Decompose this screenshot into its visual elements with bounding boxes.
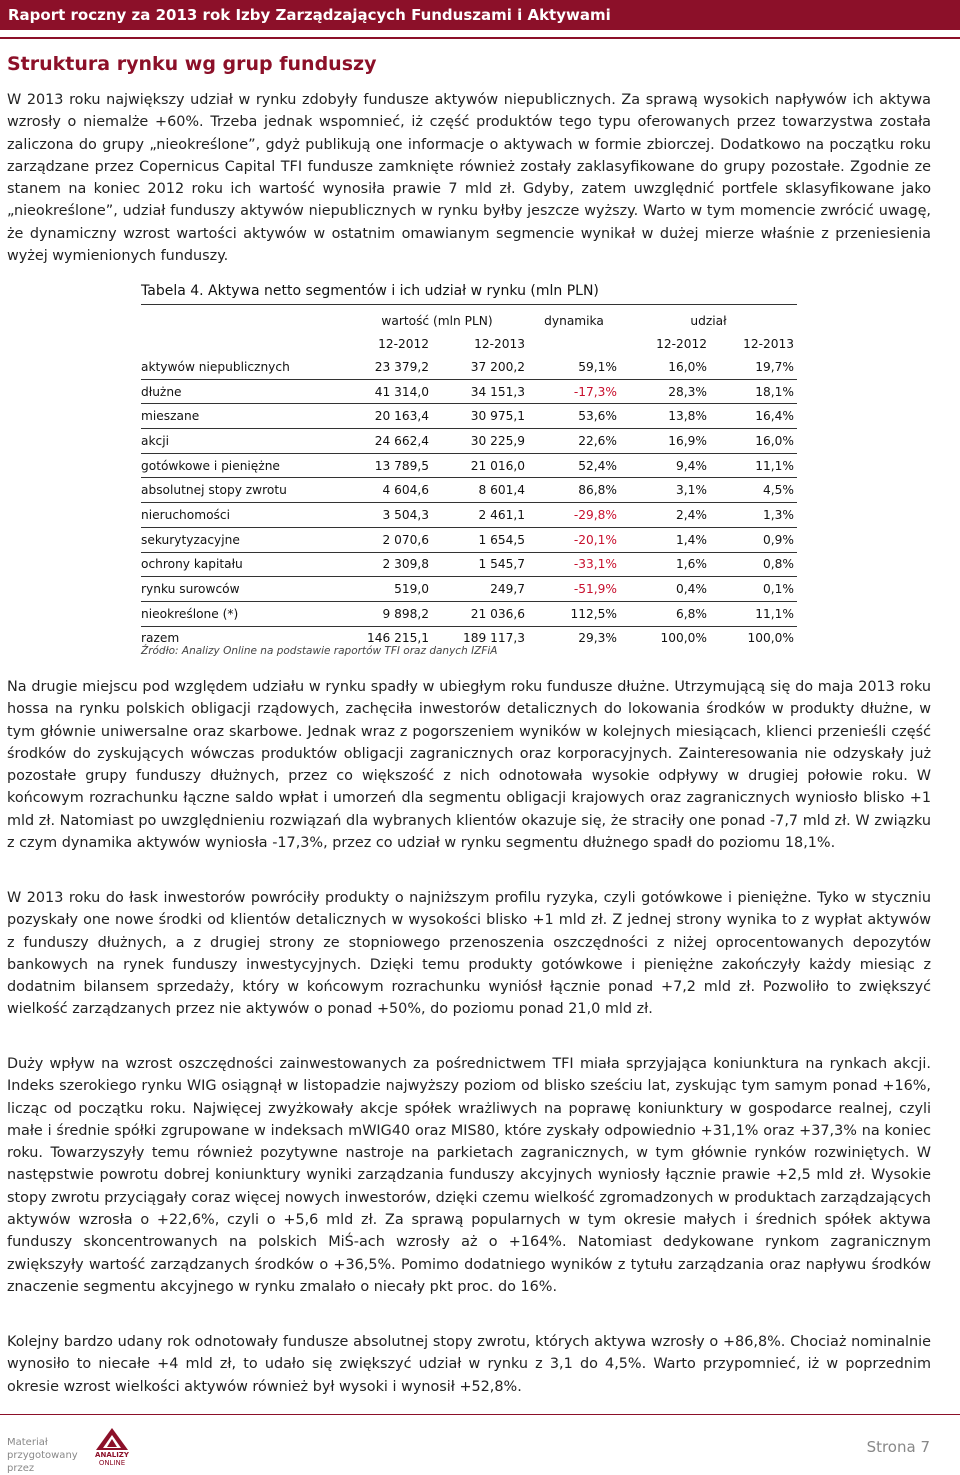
table-row bbox=[141, 429, 797, 454]
cell-s2012: 16,9% bbox=[620, 429, 710, 454]
table-source: Źródło: Analizy Online na podstawie raportów TFI oraz danych IZFiA bbox=[141, 645, 498, 657]
cell-v2013: 37 200,2 bbox=[432, 355, 528, 379]
cell-s2013: 11,1% bbox=[710, 453, 797, 478]
footer-material-note bbox=[7, 1436, 97, 1475]
cell-label: ochrony kapitału bbox=[141, 552, 346, 577]
cell-v2013: 1 545,7 bbox=[432, 552, 528, 577]
cell-label: nieruchomości bbox=[141, 503, 346, 528]
table-row bbox=[141, 355, 797, 379]
cell-v2013: 21 036,6 bbox=[432, 601, 528, 626]
table-row bbox=[141, 404, 797, 429]
header-divider bbox=[0, 37, 960, 39]
table-caption: Tabela 4. Aktywa netto segmentów i ich udział w rynku (mln PLN) bbox=[141, 283, 599, 299]
cell-s2012: 1,6% bbox=[620, 552, 710, 577]
cell-s2012: 13,8% bbox=[620, 404, 710, 429]
cell-s2013: 19,7% bbox=[710, 355, 797, 379]
cell-v2013: 34 151,3 bbox=[432, 379, 528, 404]
cell-label: dłużne bbox=[141, 379, 346, 404]
cell-v2013: 2 461,1 bbox=[432, 503, 528, 528]
table-row bbox=[141, 577, 797, 602]
cell-dyn: 53,6% bbox=[528, 404, 620, 429]
cell-label: rynku surowców bbox=[141, 577, 346, 602]
cell-dyn: 22,6% bbox=[528, 429, 620, 454]
logo-wordmark bbox=[90, 1452, 134, 1467]
cell-s2013: 100,0% bbox=[747, 631, 795, 646]
cell-s2012: 1,4% bbox=[620, 527, 710, 552]
table-row bbox=[141, 527, 797, 552]
cell-v2012: 24 662,4 bbox=[346, 429, 432, 454]
cell-dyn: -17,3% bbox=[528, 379, 620, 404]
assets-table bbox=[141, 309, 797, 650]
cell-dyn: 29,3% bbox=[578, 631, 618, 646]
cell-s2013: 18,1% bbox=[710, 379, 797, 404]
header-value-2012: 12-2012 bbox=[378, 336, 429, 351]
cell-s2012: 9,4% bbox=[620, 453, 710, 478]
cell-s2012: 0,4% bbox=[620, 577, 710, 602]
cell-label: sekurytyzacyjne bbox=[141, 527, 346, 552]
cell-v2012: 41 314,0 bbox=[346, 379, 432, 404]
cell-dyn: 59,1% bbox=[528, 355, 620, 379]
cell-s2012: 3,1% bbox=[620, 478, 710, 503]
logo-line2: ONLINE bbox=[98, 1458, 126, 1467]
footer-divider bbox=[0, 1414, 960, 1415]
header-share-2012: 12-2012 bbox=[656, 336, 708, 351]
cell-s2012: 16,0% bbox=[620, 355, 710, 379]
cell-label: gotówkowe i pieniężne bbox=[141, 453, 346, 478]
cell-s2012: 28,3% bbox=[620, 379, 710, 404]
table-sub-header-row bbox=[141, 332, 797, 355]
cell-dyn: -20,1% bbox=[528, 527, 620, 552]
header-value: wartość (mln PLN) bbox=[381, 313, 493, 328]
cell-label: aktywów niepublicznych bbox=[141, 355, 346, 379]
cell-v2012: 13 789,5 bbox=[346, 453, 432, 478]
table-row bbox=[141, 478, 797, 503]
cell-v2012: 146 215,1 bbox=[366, 631, 429, 646]
cell-v2012: 2 070,6 bbox=[346, 527, 432, 552]
table-row bbox=[141, 453, 797, 478]
cell-dyn: 86,8% bbox=[528, 478, 620, 503]
table-row bbox=[141, 601, 797, 626]
cell-label: akcji bbox=[141, 429, 346, 454]
cell-v2012: 3 504,3 bbox=[346, 503, 432, 528]
cell-v2012: 4 604,6 bbox=[346, 478, 432, 503]
table-caption-divider bbox=[141, 304, 797, 305]
cell-label: razem bbox=[141, 631, 180, 646]
table-row bbox=[141, 503, 797, 528]
cell-s2013: 0,1% bbox=[710, 577, 797, 602]
cell-v2013: 30 225,9 bbox=[432, 429, 528, 454]
cell-v2013: 1 654,5 bbox=[432, 527, 528, 552]
cell-s2013: 16,4% bbox=[710, 404, 797, 429]
header-dynamics: dynamika bbox=[544, 313, 604, 328]
cell-v2013: 21 016,0 bbox=[432, 453, 528, 478]
cell-label: absolutnej stopy zwrotu bbox=[141, 478, 346, 503]
cell-s2013: 11,1% bbox=[710, 601, 797, 626]
cell-s2012: 100,0% bbox=[660, 631, 708, 646]
cell-v2012: 23 379,2 bbox=[346, 355, 432, 379]
cell-v2013: 8 601,4 bbox=[432, 478, 528, 503]
cell-v2012: 9 898,2 bbox=[346, 601, 432, 626]
header-value-2013: 12-2013 bbox=[474, 336, 526, 351]
cell-dyn: 112,5% bbox=[528, 601, 620, 626]
header-share-2013: 12-2013 bbox=[743, 336, 795, 351]
table-row bbox=[141, 379, 797, 404]
table-group-header-row bbox=[141, 309, 797, 332]
cell-v2012: 519,0 bbox=[346, 577, 432, 602]
cell-label: mieszane bbox=[141, 404, 346, 429]
cell-dyn: -51,9% bbox=[528, 577, 620, 602]
cell-v2013: 189 117,3 bbox=[462, 631, 526, 646]
report-header bbox=[0, 0, 960, 30]
paragraph-4: Duży wpływ na wzrost oszczędności zainwestowanych za pośrednictwem TFI miała sprzyjająca koniunktura na rynkach akcji. Indeks szerokiego rynku WIG osiągnął w listopadzie najwyższy poziom od blisko sześciu lat, zyskując tym samym ponad +16%, licząc od początku roku. Najwięcej zwyżkowały akcje spółek wrażliwych na poprawę koniunktury w gospodarce realnej, czyli małe i średnie spółki zgrupowane w indeksach mWIG40 oraz MIS80, które zyskały odpowiednio +31,1% oraz +37,3% na koniec roku. Towarzyszyły temu również pozytywne nastroje na parkietach zagranicznych, w tym głównie rynków rozwiniętych. W następstwie powrotu dobrej koniunktury wyniki zarządzania funduszy akcyjnych wyniosły łącznie prawie +2,5 mld zł. Wysokie stopy zwrotu przyciągały coraz więcej nowych inwestorów, dzięki czemu wielkość zgromadzonych w produktach zarządzających aktywów wzrosła o +22,6%, czyli o +5,6 mld zł. Za sprawą popularnych w tym okresie małych i średnich spółek aktywa funduszy skoncentrowanych na polskich MiŚ-ach wzrosły aż o +164%. Natomiast dedykowane rynkom zagranicznym zwiększyły wartość zarządzanych środków o +36,5%. Pomimo dodatniego wyników z tytułu zarządzania oraz napływu środków znaczenie segmentu akcyjnego w rynku zmalało o niecały pkt proc. do 16%. bbox=[7, 1056, 931, 1295]
logo-line1: ANALIZY bbox=[95, 1451, 129, 1459]
cell-s2012: 6,8% bbox=[620, 601, 710, 626]
cell-s2013: 1,3% bbox=[710, 503, 797, 528]
cell-s2012: 2,4% bbox=[620, 503, 710, 528]
report-title: Raport roczny za 2013 rok Izby Zarządzających Funduszami i Aktywami bbox=[8, 6, 611, 24]
cell-s2013: 4,5% bbox=[710, 478, 797, 503]
cell-dyn: -29,8% bbox=[528, 503, 620, 528]
footer-material-line1: Materiał bbox=[7, 1437, 48, 1448]
cell-s2013: 0,8% bbox=[710, 552, 797, 577]
paragraph-1: W 2013 roku największy udział w rynku zdobyły fundusze aktywów niepublicznych. Za sprawą wysokich napływów ich aktywa wzrosły o niemalże +60%. Trzeba jednak wspomnieć, iż część produktów tego typu oferowanych przez towarzystwa została zaliczona do grupy „nieokreślone”, gdyż publikują one informacje o aktywach w formie zbiorczej. Dodatkowo na początku roku zarządzane przez Copernicus Capital TFI fundusze zamknięte również zostały zaklasyfikowane do grupy pozostałe. Zgodnie ze stanem na koniec 2012 roku ich wartość wynosiła prawie 7 mld zł. Gdyby, zatem uwzględnić portfele sklasyfikowane jako „nieokreślone”, udział funduszy aktywów niepublicznych w rynku byłby jeszcze wyższy. Warto w tym momencie zwrócić uwagę, że dynamiczny wzrost wartości aktywów w ostatnim omawianym segmencie wynikał w dużej mierze właśnie z przeniesienia wyżej wymienionych funduszy. bbox=[7, 92, 931, 265]
cell-s2013: 16,0% bbox=[710, 429, 797, 454]
section-title: Struktura rynku wg grup funduszy bbox=[7, 53, 377, 75]
cell-v2013: 249,7 bbox=[432, 577, 528, 602]
paragraph-3: W 2013 roku do łask inwestorów powróciły produkty o najniższym profilu ryzyka, czyli gotówkowe i pieniężne. Tyko w styczniu pozyskały one nowe środki od klientów detalicznych w wysokości blisko +1 mld zł. Z jednej strony wynika to z wypłat aktywów z funduszy dłużnych, a z drugiej strony ze stopniowego przenoszenia oszczędności z niżej oprocentowanych depozytów bankowych na rynek funduszy inwestycyjnych. Dzięki temu produkty gotówkowe i pieniężne zakończyły każdy miesiąc z dodatnim bilansem sprzedaży, który w końcowym rozrachunku wyniósł łącznie ponad +7,2 mld zł. Pozwoliło to zwiększyć wielkość zarządzanych przez nie aktywów o ponad +50%, do poziomu ponad 21,0 mld zł. bbox=[7, 890, 931, 1018]
cell-dyn: -33,1% bbox=[528, 552, 620, 577]
cell-v2012: 20 163,4 bbox=[346, 404, 432, 429]
cell-dyn: 52,4% bbox=[528, 453, 620, 478]
header-share: udział bbox=[690, 313, 727, 328]
paragraph-5: Kolejny bardzo udany rok odnotowały fundusze absolutnej stopy zwrotu, których aktywa wzrosły o +86,8%. Chociaż nominalnie wynosiło to niecałe +4 mld zł, to udało się zwiększyć udział w rynku z 3,1 do 4,5%. Warto przypomnieć, iż w poprzednim okresie wzrost wielkości aktywów również był wysoki i wynosił +52,8%. bbox=[7, 1334, 931, 1395]
page-number: Strona 7 bbox=[866, 1438, 930, 1456]
footer-material-line2: przygotowany przez bbox=[7, 1450, 78, 1474]
cell-label: nieokreślone (*) bbox=[141, 601, 346, 626]
cell-s2013: 0,9% bbox=[710, 527, 797, 552]
cell-v2012: 2 309,8 bbox=[346, 552, 432, 577]
cell-v2013: 30 975,1 bbox=[432, 404, 528, 429]
table-row bbox=[141, 552, 797, 577]
paragraph-2: Na drugie miejscu pod względem udziału w rynku spadły w ubiegłym roku fundusze dłużne. Utrzymującą się do maja 2013 roku hossa na rynku polskich obligacji rządowych, zachęciła inwestorów detalicznych do lokowania środków w produkty dłużne, w tym głównie uniwersalne oraz skarbowe. Jednak wraz z pogorszeniem wyników w kolejnych miesiącach, klienci przenieśli część środków do zyskujących wówczas produktów obligacji zagranicznych oraz korporacyjnych. Zainteresowania nie odzyskały już pozostałe grupy funduszy dłużnych, przez co większość z nich odnotowała wysokie odpływy w drugiej połowie roku. W końcowym rozrachunku łączne saldo wpłat i umorzeń dla segmentu obligacji krajowych oraz zagranicznych wyniosło blisko +1 mld zł. Natomiast po uwzględnieniu rozwiązań dla wybranych klientów okazuje się, że straciły one ponad -7,7 mld zł. W związku z czym dynamika aktywów wyniosła -17,3%, przez co udział w rynku segmentu dłużnego spadł do poziomu 18,1%. bbox=[7, 679, 931, 852]
